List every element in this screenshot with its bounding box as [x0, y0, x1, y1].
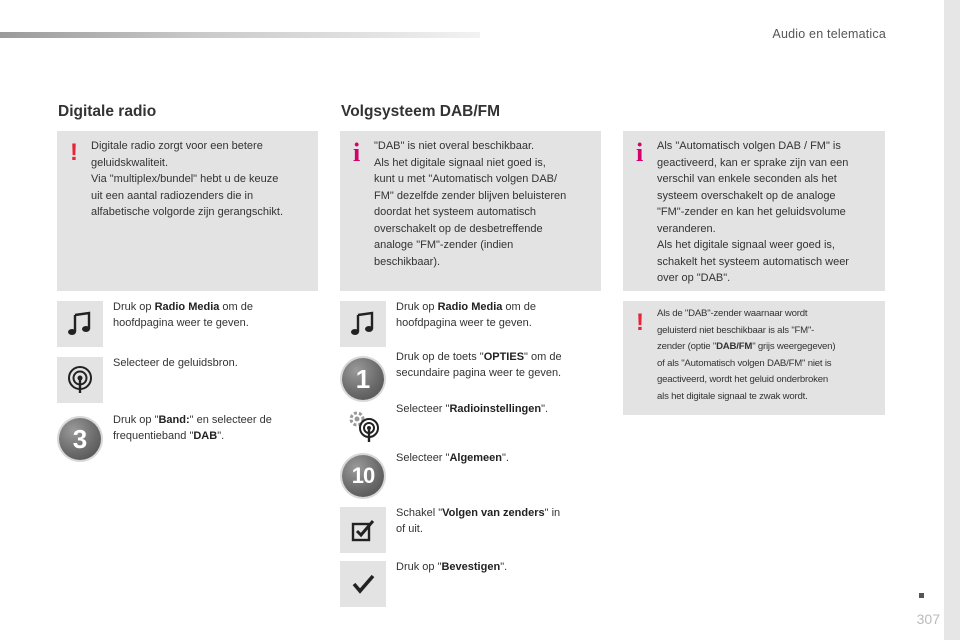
- warning-box-dab-fm: [623, 301, 885, 415]
- checkbox-icon: [349, 516, 377, 544]
- page-number: 307: [916, 611, 940, 627]
- source-icon-tile: [57, 357, 103, 403]
- page-edge-strip: [944, 0, 960, 640]
- warning-text-2: Als de "DAB"-zender waarnaar wordt geluisterd niet beschikbaar is als "FM"- zender (optie "DAB/FM" grijs weergegeven) of als "Automatisch volgen DAB/FM" niet is geactiveerd, wordt het geluid onderbroken als het digitale signaal te zwak wordt.: [657, 308, 836, 402]
- info-text-2: Als "Automatisch volgen DAB / FM" is geactiveerd, kan er sprake zijn van een verschil van enkele seconden als het systeem overschakelt op de analoge "FM"-zender en kan het geluidsvolume veranderen. Als het digitale signaal weer goed is, schakelt het systeem automatisch weer over op "DAB".: [657, 140, 849, 284]
- warning-icon: !: [70, 139, 78, 166]
- step-badge-10: 10: [342, 455, 384, 497]
- step-left-2: Selecteer de geluidsbron.: [113, 357, 238, 369]
- music-note-icon: [65, 309, 95, 339]
- confirm-icon-tile: [340, 561, 386, 607]
- step-right-2: Druk op de toets "OPTIES" om de secundaire pagina weer te geven.: [396, 351, 562, 379]
- warning-text: Digitale radio zorgt voor een betere geluidskwaliteit. Via "multiplex/bundel" hebt u de keuze uit een aantal radiozenders die in alfabetische volgorde zijn gerangschikt.: [91, 140, 284, 218]
- radio-media-icon-tile: [57, 301, 103, 347]
- step-badge-3: 3: [59, 418, 101, 460]
- music-note-icon: [348, 309, 378, 339]
- info-icon: i: [636, 138, 644, 167]
- info-box-auto-follow: [623, 131, 885, 291]
- heading-volgsysteem: Volgsysteem DAB/FM: [341, 103, 501, 120]
- step-right-6: Druk op "Bevestigen".: [396, 561, 508, 573]
- step-left-3: Druk op "Band:" en selecteer de frequentieband "DAB".: [113, 414, 272, 442]
- radio-media-icon-tile: [340, 301, 386, 347]
- warning-box-digital-radio: [57, 131, 318, 291]
- info-box-dab-availability: [340, 131, 601, 291]
- info-text-1: "DAB" is niet overal beschikbaar. Als het digitale signaal niet goed is, kunt u met "Automatisch volgen DAB/ FM" dezelfde zender blijven beluisteren doordat het systeem automatisch overschakelt op de desbetreffende analoge "FM"-zender (indien beschikbaar).: [374, 140, 567, 268]
- checkmark-icon: [350, 571, 376, 597]
- radio-settings-icon-tile: [340, 403, 386, 449]
- broadcast-icon: [64, 364, 96, 396]
- info-icon: i: [353, 138, 361, 167]
- step-left-1: Druk op Radio Media om de hoofdpagina weer te geven.: [113, 301, 254, 329]
- warning-icon: !: [636, 309, 644, 336]
- section-title: Audio en telematica: [772, 27, 886, 41]
- step-right-3: Selecteer "Radioinstellingen".: [396, 403, 549, 415]
- page-marker: [919, 593, 924, 598]
- step-right-1: Druk op Radio Media om de hoofdpagina weer te geven.: [396, 301, 537, 329]
- step-badge-1: 1: [342, 358, 384, 400]
- step-right-4: Selecteer "Algemeen".: [396, 452, 509, 464]
- step-right-5: Schakel "Volgen van zenders" in of uit.: [396, 507, 561, 535]
- heading-digitale-radio: Digitale radio: [58, 103, 157, 120]
- radio-settings-icon: [343, 406, 383, 446]
- header-gradient-bar: [0, 32, 480, 38]
- toggle-icon-tile: [340, 507, 386, 553]
